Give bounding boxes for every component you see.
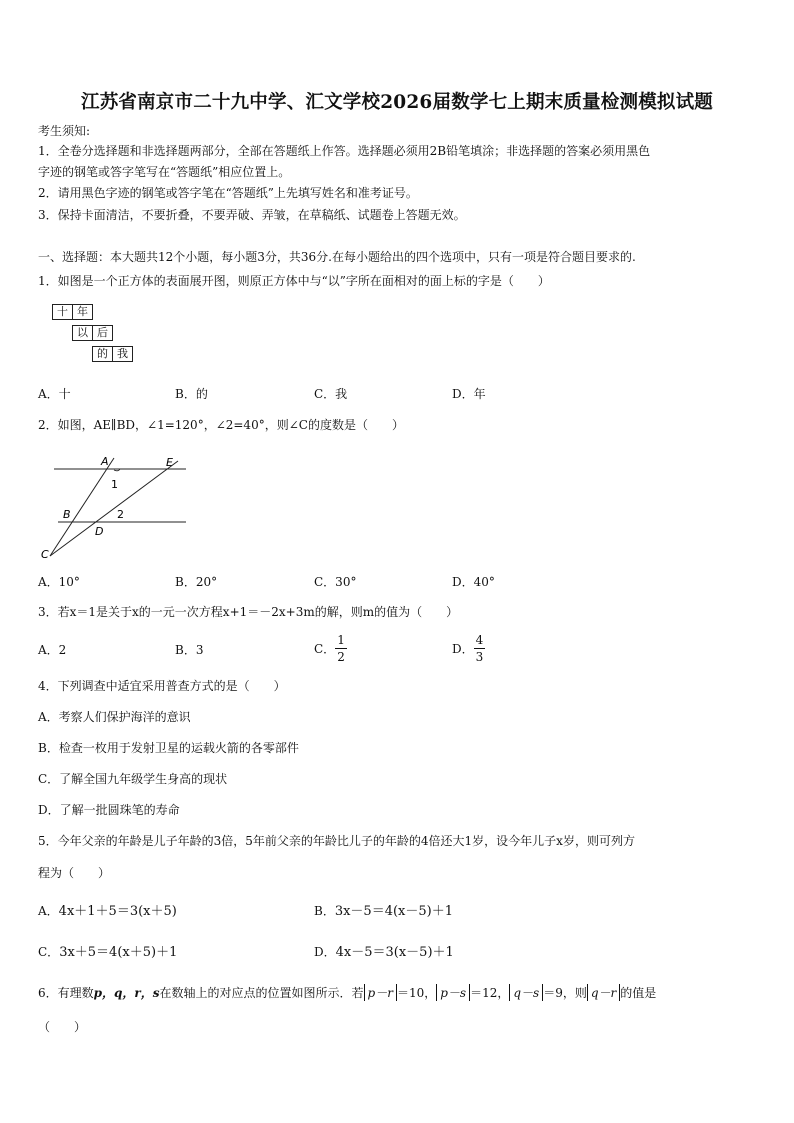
numerator: 4 [475,632,484,647]
cube-net-figure [52,302,152,366]
option-d [452,630,485,666]
option-d-label: D． [452,641,474,656]
angle-1-label: 1 [111,478,118,491]
question-3-stem: 3．若x＝1是关于x的一元一次方程x+1＝－2x+3m的解，则m的值为（ ） [38,605,459,619]
option-a: A．2 [38,643,67,657]
notice-line: 1．全卷分选择题和非选择题两部分，全部在答题纸上作答。选择题必须用2B铅笔填涂；非选择题的答案必须用黑色 [38,144,651,158]
fraction [474,634,486,663]
option-b [314,900,453,919]
option-b: B．的 [175,387,208,401]
option-expression: 3x＋5＝4(x＋5)＋1 [59,945,178,960]
numerator: 1 [337,632,345,647]
net-face: 以 [72,325,93,341]
absolute-value: p－s [436,984,470,1001]
option-c: C．30° [314,575,357,589]
option-expression: 4x＋1＋5＝3(x＋5) [58,904,177,919]
option-c [38,941,177,960]
option-c: C．我 [314,387,348,401]
option-c: C．了解全国九年级学生身高的现状 [38,772,228,786]
section-heading: 一、选择题：本大题共12个小题，每小题3分，共36分.在每小题给出的四个选项中，只有一项是符合题目要求的. [38,250,636,264]
point-b-label: B [63,508,71,521]
notice-line: 2．请用黑色字迹的钢笔或答字笔在“答题纸”上先填写姓名和准考证号。 [38,186,418,200]
option-c-label: C． [314,641,336,656]
parallel-lines-figure [38,448,198,564]
option-a [38,900,177,919]
point-e-label: E [166,456,173,469]
absolute-value: q－r [587,984,620,1001]
option-d: D．40° [452,575,495,589]
stem-part: 6．有理数 [38,986,94,1000]
question-5-stem: 5．今年父亲的年龄是儿子年龄的3倍，5年前父亲的年龄比儿子的年龄的4倍还大1岁，设今年儿子x岁，则可列方 [38,834,635,848]
option-label: B． [314,904,335,918]
net-face: 的 [92,346,113,362]
variables: p，q，r，s [93,986,160,1000]
question-1-stem: 1．如图是一个正方体的表面展开图，则原正方体中与“以”字所在面相对的面上标的字是（ ） [38,274,550,288]
point-c-label: C [41,548,49,561]
option-expression: 3x－5＝4(x－5)＋1 [334,904,453,919]
question-5-stem-cont: 程为（ ） [38,866,111,880]
notice-line: 字迹的钢笔或答字笔写在“答题纸”相应位置上。 [38,165,291,179]
option-label: D． [314,945,336,959]
option-d: D．年 [452,387,486,401]
point-d-label: D [95,525,104,538]
net-face: 年 [72,304,93,320]
option-expression: 4x－5＝3(x－5)＋1 [335,945,454,960]
stem-part: ＝12， [470,986,510,1000]
option-label: A． [38,904,59,918]
stem-part: ＝10， [396,986,437,1000]
question-2-stem: 2．如图，AE∥BD，∠1=120°，∠2=40°，则∠C的度数是（ ） [38,418,404,432]
question-4-stem: 4．下列调查中适宜采用普查方式的是（ ） [38,679,286,693]
notice-line: 3．保持卡面清洁，不要折叠，不要弄破、弄皱，在草稿纸、试题卷上答题无效。 [38,208,466,222]
page-title: 江苏省南京市二十九中学、汇文学校2026届数学七上期末质量检测模拟试题 [81,92,713,113]
absolute-value: p－r [364,984,397,1001]
net-face: 十 [52,304,73,320]
point-a-label: A [101,455,109,468]
option-b: B．20° [175,575,218,589]
option-a: A．考察人们保护海洋的意识 [38,710,191,724]
stem-part: ＝9，则 [543,986,587,1000]
option-a: A．10° [38,575,80,589]
option-a: A．十 [38,387,71,401]
stem-part: 的值是 [620,986,657,1000]
angle-2-label: 2 [117,508,124,521]
option-b: B．检查一枚用于发射卫星的运载火箭的各零部件 [38,741,299,755]
net-face: 我 [112,346,133,362]
option-label: C． [38,945,60,959]
question-6-stem [38,984,656,1001]
stem-part: 在数轴上的对应点的位置如图所示．若 [159,986,364,1000]
fraction [335,634,347,663]
denominator: 2 [337,649,345,664]
question-6-stem-cont: （ ） [38,1020,87,1034]
option-c [314,630,347,666]
absolute-value: q－s [509,984,543,1001]
option-d: D．了解一批圆珠笔的寿命 [38,803,180,817]
option-b: B．3 [175,643,204,657]
net-face: 后 [92,325,113,341]
denominator: 3 [475,649,484,664]
line-ca [50,458,114,556]
option-d [314,941,454,960]
notice-heading: 考生须知: [38,124,91,138]
